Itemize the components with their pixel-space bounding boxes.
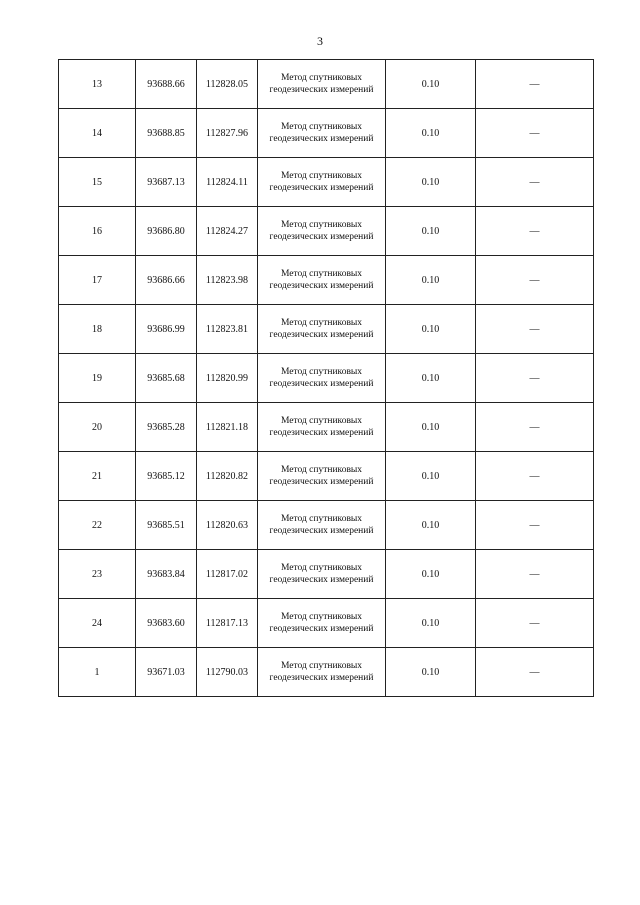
method-line-2: геодезических измерений	[269, 330, 374, 340]
method-line-2: геодезических измерений	[269, 134, 374, 144]
point-number-cell: 20	[59, 403, 136, 452]
method-line-2: геодезических измерений	[269, 428, 374, 438]
note-cell: —	[476, 109, 594, 158]
method-line-2: геодезических измерений	[269, 379, 374, 389]
note-cell: —	[476, 648, 594, 697]
method-line-2: геодезических измерений	[269, 477, 374, 487]
method-line-1: Метод спутниковых	[280, 122, 363, 132]
x-coordinate-cell: 93686.66	[136, 256, 197, 305]
point-number-cell: 22	[59, 501, 136, 550]
point-number-cell: 13	[59, 60, 136, 109]
x-coordinate-cell: 93685.51	[136, 501, 197, 550]
accuracy-cell: 0.10	[386, 550, 476, 599]
method-cell	[258, 158, 386, 207]
accuracy-cell: 0.10	[386, 305, 476, 354]
x-coordinate-cell: 93685.28	[136, 403, 197, 452]
table-row	[59, 256, 594, 305]
method-line-1: Метод спутниковых	[280, 563, 363, 573]
x-coordinate-cell: 93683.60	[136, 599, 197, 648]
x-coordinate-cell: 93688.85	[136, 109, 197, 158]
accuracy-cell: 0.10	[386, 256, 476, 305]
method-line-2: геодезических измерений	[269, 232, 374, 242]
x-coordinate-cell: 93671.03	[136, 648, 197, 697]
y-coordinate-cell: 112790.03	[197, 648, 258, 697]
point-number-cell: 18	[59, 305, 136, 354]
note-cell: —	[476, 501, 594, 550]
point-number-cell: 23	[59, 550, 136, 599]
method-line-1: Метод спутниковых	[280, 416, 363, 426]
y-coordinate-cell: 112817.02	[197, 550, 258, 599]
method-line-2: геодезических измерений	[269, 183, 374, 193]
x-coordinate-cell: 93683.84	[136, 550, 197, 599]
y-coordinate-cell: 112821.18	[197, 403, 258, 452]
method-cell	[258, 403, 386, 452]
method-line-1: Метод спутниковых	[280, 514, 363, 524]
table-row	[59, 452, 594, 501]
y-coordinate-cell: 112824.11	[197, 158, 258, 207]
note-cell: —	[476, 550, 594, 599]
coordinates-table	[58, 59, 594, 697]
accuracy-cell: 0.10	[386, 403, 476, 452]
page-number: 3	[317, 34, 323, 48]
method-cell	[258, 60, 386, 109]
method-line-2: геодезических измерений	[269, 281, 374, 291]
x-coordinate-cell: 93686.99	[136, 305, 197, 354]
method-line-1: Метод спутниковых	[280, 612, 363, 622]
method-line-1: Метод спутниковых	[280, 367, 363, 377]
accuracy-cell: 0.10	[386, 109, 476, 158]
accuracy-cell: 0.10	[386, 599, 476, 648]
coordinates-table-body	[59, 60, 594, 697]
note-cell: —	[476, 599, 594, 648]
method-cell	[258, 256, 386, 305]
y-coordinate-cell: 112820.99	[197, 354, 258, 403]
method-line-2: геодезических измерений	[269, 526, 374, 536]
table-row	[59, 599, 594, 648]
y-coordinate-cell: 112820.63	[197, 501, 258, 550]
accuracy-cell: 0.10	[386, 207, 476, 256]
point-number-cell: 24	[59, 599, 136, 648]
accuracy-cell: 0.10	[386, 354, 476, 403]
point-number-cell: 17	[59, 256, 136, 305]
table-row	[59, 550, 594, 599]
note-cell: —	[476, 158, 594, 207]
x-coordinate-cell: 93687.13	[136, 158, 197, 207]
table-row	[59, 207, 594, 256]
point-number-cell: 16	[59, 207, 136, 256]
accuracy-cell: 0.10	[386, 60, 476, 109]
y-coordinate-cell: 112824.27	[197, 207, 258, 256]
table-row	[59, 109, 594, 158]
method-line-1: Метод спутниковых	[280, 171, 363, 181]
table-row	[59, 60, 594, 109]
x-coordinate-cell: 93685.68	[136, 354, 197, 403]
note-cell: —	[476, 354, 594, 403]
method-line-1: Метод спутниковых	[280, 220, 363, 230]
note-cell: —	[476, 207, 594, 256]
method-cell	[258, 109, 386, 158]
method-line-1: Метод спутниковых	[280, 661, 363, 671]
note-cell: —	[476, 452, 594, 501]
y-coordinate-cell: 112823.81	[197, 305, 258, 354]
point-number-cell: 19	[59, 354, 136, 403]
point-number-cell: 15	[59, 158, 136, 207]
method-line-1: Метод спутниковых	[280, 73, 363, 83]
method-cell	[258, 501, 386, 550]
table-row	[59, 305, 594, 354]
method-line-1: Метод спутниковых	[280, 269, 363, 279]
y-coordinate-cell: 112823.98	[197, 256, 258, 305]
accuracy-cell: 0.10	[386, 648, 476, 697]
x-coordinate-cell: 93685.12	[136, 452, 197, 501]
table-row	[59, 501, 594, 550]
method-line-2: геодезических измерений	[269, 85, 374, 95]
point-number-cell: 21	[59, 452, 136, 501]
method-cell	[258, 207, 386, 256]
accuracy-cell: 0.10	[386, 158, 476, 207]
y-coordinate-cell: 112827.96	[197, 109, 258, 158]
note-cell: —	[476, 60, 594, 109]
table-row	[59, 648, 594, 697]
accuracy-cell: 0.10	[386, 452, 476, 501]
note-cell: —	[476, 403, 594, 452]
method-line-1: Метод спутниковых	[280, 318, 363, 328]
note-cell: —	[476, 256, 594, 305]
accuracy-cell: 0.10	[386, 501, 476, 550]
method-line-2: геодезических измерений	[269, 673, 374, 683]
method-cell	[258, 452, 386, 501]
note-cell: —	[476, 305, 594, 354]
y-coordinate-cell: 112828.05	[197, 60, 258, 109]
method-line-1: Метод спутниковых	[280, 465, 363, 475]
point-number-cell: 1	[59, 648, 136, 697]
method-cell	[258, 305, 386, 354]
method-line-2: геодезических измерений	[269, 624, 374, 634]
method-cell	[258, 648, 386, 697]
method-cell	[258, 550, 386, 599]
x-coordinate-cell: 93686.80	[136, 207, 197, 256]
x-coordinate-cell: 93688.66	[136, 60, 197, 109]
table-row	[59, 158, 594, 207]
point-number-cell: 14	[59, 109, 136, 158]
method-line-2: геодезических измерений	[269, 575, 374, 585]
table-row	[59, 403, 594, 452]
method-cell	[258, 354, 386, 403]
method-cell	[258, 599, 386, 648]
y-coordinate-cell: 112817.13	[197, 599, 258, 648]
table-row	[59, 354, 594, 403]
y-coordinate-cell: 112820.82	[197, 452, 258, 501]
